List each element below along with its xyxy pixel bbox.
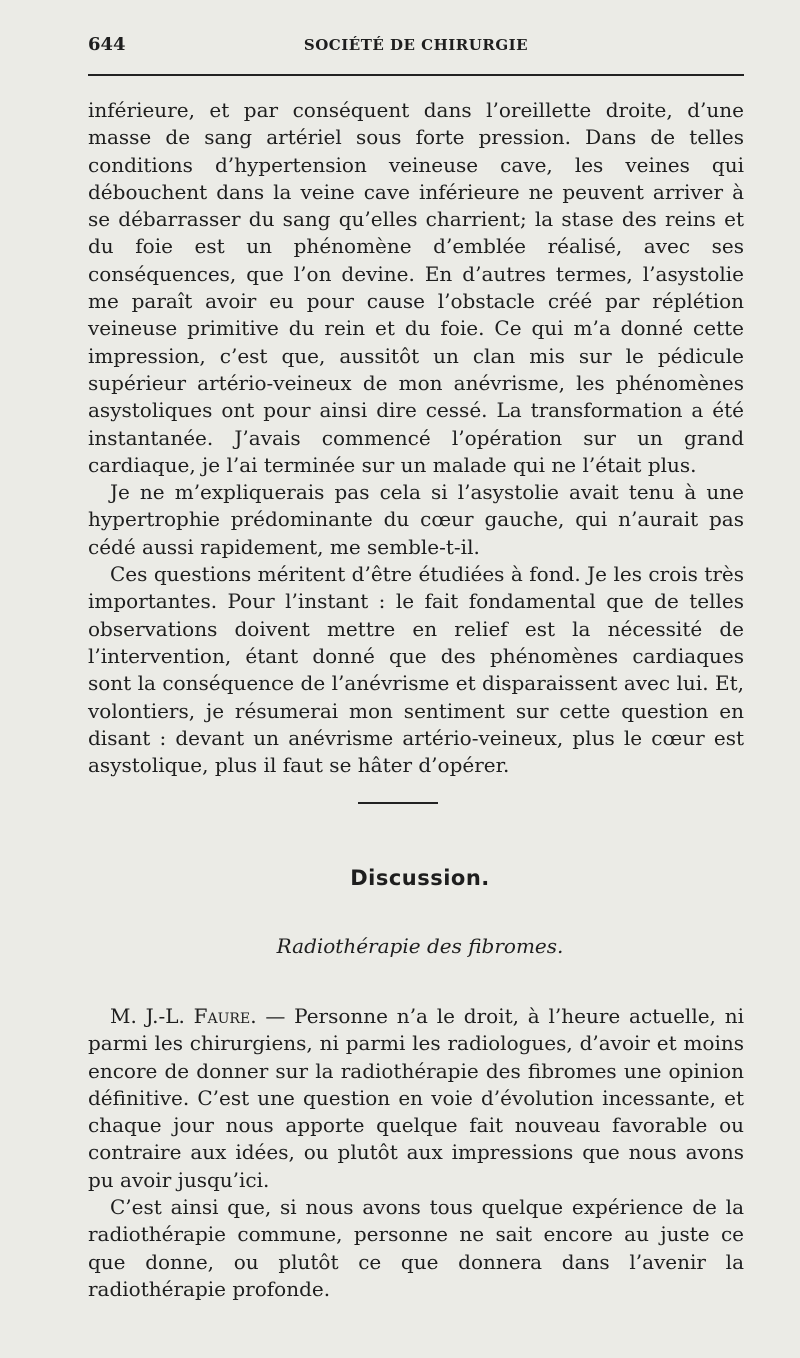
page-header — [88, 34, 744, 62]
paragraph: Je ne m’expliquerais pas cela si l’asystolie avait tenu à une hypertrophie prédominante du cœur gauche, qui n’aurait pas cédé aussi rapidement, me semble-t-il. — [88, 480, 744, 559]
body-text-bottom — [88, 1003, 744, 1303]
paragraph: inférieure, et par conséquent dans l’oreillette droite, d’une masse de sang artériel sous forte pression. Dans de telles conditions d’hypertension veineuse cave, les veines qui débouchent dans la veine cave inférieure ne peuvent arriver à se débarrasser du sang qu’elles charrient; la stase des reins et du foie est un phénomène d’emblée réalisé, avec ses conséquences, que l’on devine. En d’autres termes, l’asystolie me paraît avoir eu pour cause l’obstacle créé par réplétion veineuse primitive du rein et du foie. Ce qui m’a donné cette impression, c’est que, aussitôt un clan mis sur le pédicule supérieur artério-veineux de mon anévrisme, les phénomènes asystoliques ont pour ainsi dire cessé. La transformation a été instantanée. J’avais commencé l’opération sur un grand cardiaque, je l’ai terminée sur un malade qui ne l’était plus. — [88, 98, 744, 477]
paragraph — [88, 1003, 744, 1194]
section-subtitle: Radiothérapie des fibromes. — [276, 934, 564, 958]
speaker-name: M. J.-L. Faure. — [110, 1004, 257, 1028]
header-rule — [88, 74, 744, 76]
page-number: 644 — [88, 34, 126, 55]
paragraph-text: — Personne n’a le droit, à l’heure actuelle, ni parmi les chirurgiens, ni parmi les radiologues, d’avoir et moins encore de donner sur la radiothérapie des fibromes une opinion définitive. C’est une question en voie d’évolution incessante, et chaque jour nous apporte quelque fait nouveau favorable ou contraire aux idées, ou plutôt aux impressions que nous avons pu avoir jusqu’ici. — [88, 1004, 744, 1192]
running-title: SOCIÉTÉ DE CHIRURGIE — [303, 36, 529, 54]
paragraph: C’est ainsi que, si nous avons tous quelque expérience de la radiothérapie commune, personne ne sait encore au juste ce que donne, ou plutôt ce que donnera dans l’avenir la radiothérapie profonde. — [88, 1195, 744, 1301]
section-separator — [358, 802, 438, 804]
paragraph: Ces questions méritent d’être étudiées à fond. Je les crois très importantes. Pour l’instant : le fait fondamental que de telles observations doivent mettre en relief est la nécessité de l’intervention, étant donné que des phénomènes cardiaques sont la conséquence de l’anévrisme et disparaissent avec lui. Et, volontiers, je résumerai mon sentiment sur cette question en disant : devant un anévrisme artério-veineux, plus le cœur est asystolique, plus il faut se hâter d’opérer. — [88, 562, 744, 778]
section-title: Discussion. — [350, 866, 490, 890]
body-text-top — [88, 97, 744, 779]
